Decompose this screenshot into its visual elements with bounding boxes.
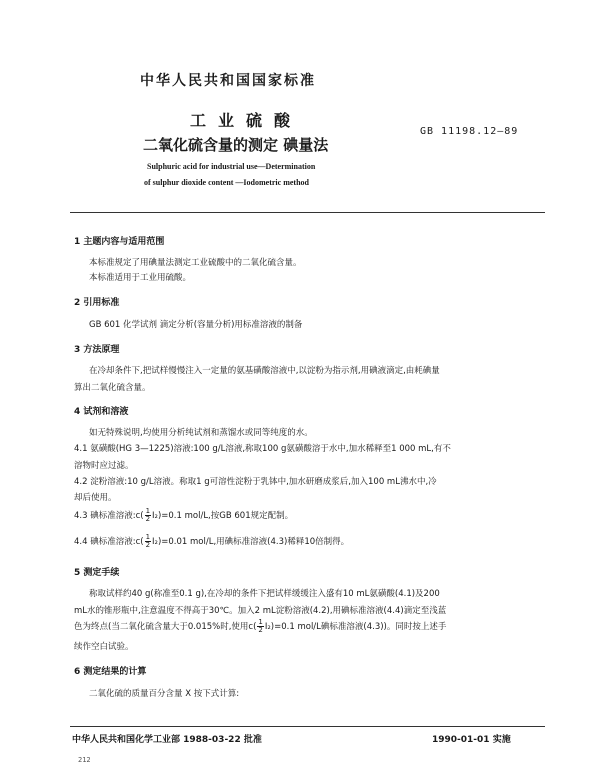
section-5-line1: 称取试样约40 g(称准至0.1 g),在冷却的条件下把试样缓缓注入盛有10 mL氨磺酸(4.1)及200 bbox=[89, 589, 440, 599]
section-6-heading: 6 测定结果的计算 bbox=[74, 667, 147, 677]
section-3-line1: 在冷却条件下,把试样慢慢注入一定量的氨基磺酸溶液中,以淀粉为指示剂,用碘液滴定,由耗碘量 bbox=[89, 366, 440, 376]
section-1-heading: 1 主题内容与适用范围 bbox=[74, 237, 165, 247]
section-3-line2: 算出二氧化硫含量。 bbox=[74, 383, 151, 393]
item-4-4-prefix: 4.4 碘标准溶液:c( bbox=[74, 537, 144, 547]
section-5-line3-prefix: 色为终点(当二氧化硫含量大于0.015%时,使用c( bbox=[74, 622, 257, 632]
item-4-1-line2: 溶物时应过滤。 bbox=[74, 461, 134, 471]
fraction-one-half: $\frac{1}{2}$ bbox=[145, 533, 151, 549]
section-1-line1: 本标准规定了用碘量法测定工业硫酸中的二氧化硫含量。 bbox=[89, 258, 302, 268]
item-4-3-prefix: 4.3 碘标准溶液:c( bbox=[74, 511, 144, 521]
item-4-2-line2: 却后使用。 bbox=[74, 493, 117, 503]
national-standard-label: 中华人民共和国国家标准 bbox=[140, 73, 316, 89]
document-title-main: 工业硫酸 bbox=[190, 111, 303, 130]
page-number: 212 bbox=[78, 756, 91, 764]
section-5-line4: 续作空白试验。 bbox=[74, 642, 134, 652]
english-title-line2: of sulphur dioxide content —Iodometric method bbox=[144, 178, 309, 187]
section-2-line1: GB 601 化学试剂 滴定分析(容量分析)用标准溶液的制备 bbox=[89, 320, 303, 330]
fraction-one-half: $\frac{1}{2}$ bbox=[258, 618, 263, 634]
section-6-line1: 二氧化硫的质量百分含量 X 按下式计算: bbox=[89, 689, 240, 699]
section-3-heading: 3 方法原理 bbox=[74, 345, 120, 355]
section-5-line3-suffix: I₂)=0.1 mol/L碘标准溶液(4.3))。同时按上述手 bbox=[264, 622, 447, 632]
english-title-line1: Sulphuric acid for industrial use—Determination bbox=[147, 162, 316, 171]
top-divider bbox=[70, 212, 545, 213]
item-4-1-line1: 4.1 氨磺酸(HG 3—1225)溶液:100 g/L溶液,称取100 g氨磺酸溶于水中,加水稀释至1 000 mL,有不 bbox=[74, 444, 451, 454]
section-4-intro: 如无特殊说明,均使用分析纯试剂和蒸馏水或同等纯度的水。 bbox=[89, 428, 313, 438]
section-5-line2: mL水的锥形瓶中,注意温度不得高于30℃。加入2 mL淀粉溶液(4.2),用碘标准溶液(4.4)滴定至浅蓝 bbox=[74, 606, 447, 616]
fraction-one-half: $\frac{1}{2}$ bbox=[145, 507, 151, 523]
section-5-line3 bbox=[74, 619, 446, 634]
item-4-4-suffix: I₂)=0.01 mol/L,用碘标准溶液(4.3)稀释10倍制得。 bbox=[152, 537, 350, 547]
section-2-heading: 2 引用标准 bbox=[74, 298, 120, 308]
section-1-line2: 本标准适用于工业用硫酸。 bbox=[89, 273, 192, 283]
section-5-heading: 5 测定手续 bbox=[74, 568, 120, 578]
approval-note: 中华人民共和国化学工业部 1988-03-22 批准 bbox=[72, 735, 262, 745]
implementation-date: 1990-01-01 实施 bbox=[432, 735, 511, 745]
item-4-3-suffix: I₂)=0.1 mol/L,按GB 601规定配制。 bbox=[152, 511, 294, 521]
standard-number: GB 11198.12—89 bbox=[420, 126, 519, 137]
item-4-2-line1: 4.2 淀粉溶液:10 g/L溶液。称取1 g可溶性淀粉于乳钵中,加水研磨成浆后,加入100 mL沸水中,冷 bbox=[74, 477, 437, 487]
document-title-sub: 二氧化硫含量的测定 碘量法 bbox=[143, 136, 329, 154]
item-4-3 bbox=[74, 508, 293, 523]
item-4-4 bbox=[74, 534, 349, 549]
section-4-heading: 4 试剂和溶液 bbox=[74, 407, 129, 417]
bottom-divider bbox=[70, 726, 545, 727]
